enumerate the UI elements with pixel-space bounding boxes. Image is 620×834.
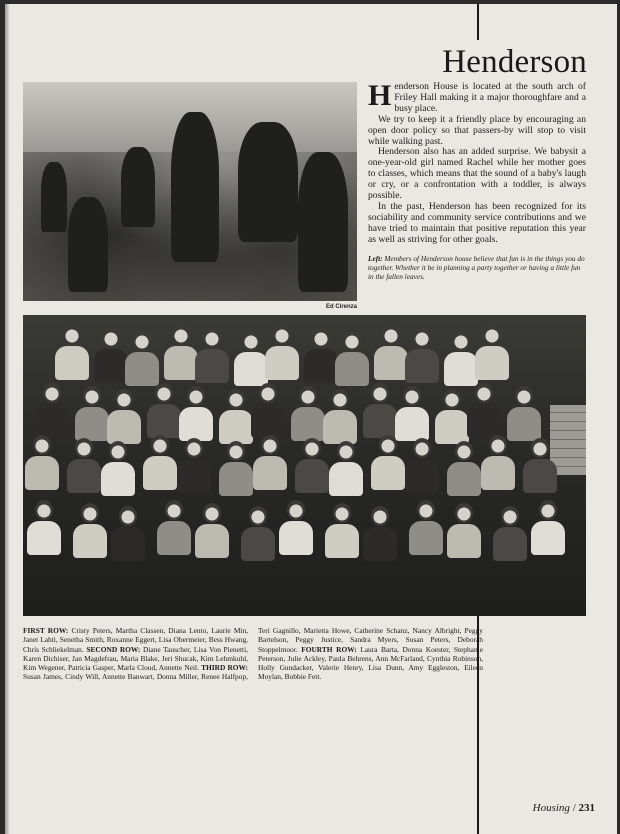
leaves-photo: [23, 82, 357, 301]
group-member-figure: [249, 383, 287, 438]
group-member-figure: [175, 438, 213, 493]
group-member-figure: [33, 383, 71, 438]
caption-text: Members of Henderson house believe that fun is in the things you do together. Whether it be in planning a party together or having a little fun in the fallen leaves.: [368, 254, 585, 281]
group-member-figure: [445, 503, 483, 558]
group-member-figure: [465, 383, 503, 438]
group-member-figure: [479, 435, 517, 490]
paragraph-4: In the past, Henderson has been recognized for its sociability and community service contributions and we have tried to maintain that positive reputation this year as well as striving for other goals.: [368, 200, 586, 245]
drop-cap: H: [368, 79, 392, 112]
yearbook-page: [5, 4, 617, 834]
group-member-figure: [251, 435, 289, 490]
paragraph-2: We try to keep it a friendly place by encouraging an open door policy so that passers-by will stop to visit while walking past.: [368, 113, 586, 147]
group-member-figure: [277, 500, 315, 555]
group-member-figure: [177, 386, 215, 441]
photo-credit: Ed Cirenza: [325, 304, 357, 310]
group-member-figure: [393, 386, 431, 441]
group-member-figure: [529, 500, 567, 555]
credits-row-3: THIRD ROW: Susan James, Cindy Will, Annette Banwart, Donna Miller, Renee Halfpop, Teri Gagnillo, Marietta Howe, Catherine Schanz, Nancy Albright, Peggy Bartelson, Peggy Justice, Sandra Myers, Susan Peters, Deborah Stoppelmoor.: [23, 626, 483, 682]
credits-row-1: FIRST ROW: Cristy Peters, Martha Classen, Diana Lento, Laurie Min, Janet Lahti, Senetha Smith, Roxanne Eggert, Lisa Obermeier, Bess Hwang, Chris Schliekelman.: [23, 626, 248, 654]
group-member-figure: [403, 328, 441, 383]
group-member-figure: [407, 500, 445, 555]
page-footer: Housing / 231: [532, 802, 595, 814]
group-member-figure: [193, 328, 231, 383]
group-member-figure: [25, 500, 63, 555]
paragraph-1: Henderson House is located at the south arch of Friley Hall making it a major thoroughfare and a busy place.: [368, 79, 586, 114]
group-member-figure: [369, 435, 407, 490]
group-member-figure: [263, 325, 301, 380]
group-member-figure: [239, 506, 277, 561]
member-credits: [23, 626, 483, 682]
group-member-figure: [505, 386, 543, 441]
group-member-figure: [293, 438, 331, 493]
article-body: [368, 79, 586, 246]
group-member-figure: [123, 331, 161, 386]
group-member-figure: [403, 438, 441, 493]
group-member-figure: [445, 441, 483, 496]
group-member-figure: [71, 503, 109, 558]
group-member-figure: [473, 325, 511, 380]
group-member-figure: [323, 503, 361, 558]
page-title: Henderson: [442, 44, 587, 80]
group-member-figure: [99, 441, 137, 496]
group-member-figure: [23, 435, 61, 490]
group-member-figure: [65, 438, 103, 493]
divider-line-top: [477, 4, 479, 40]
paragraph-3: Henderson also has an added surprise. We babysit a one-year-old girl named Rachel while her mother goes to classes, which means that the sound of a baby's laugh or cry, or a confrontation with a toddler, is always possible.: [368, 146, 586, 202]
group-member-figure: [327, 441, 365, 496]
group-member-figure: [109, 506, 147, 561]
caption-lead: Left:: [368, 254, 383, 263]
group-member-figure: [53, 325, 91, 380]
group-member-figure: [491, 506, 529, 561]
credits-row-4: FOURTH ROW: Laura Barta, Donna Koester, Stephanie Peterson, Julie Ackley, Paula Behrens, Ann McFarland, Cynthia Robinson, Holly Gundacker, Valerie Henry, Lisa Dunn, Amy Eggleston, Eileen Moylan, Bobbie Fett.: [258, 644, 483, 682]
page-number: 231: [578, 802, 595, 814]
group-member-figure: [193, 503, 231, 558]
group-member-figure: [217, 441, 255, 496]
group-member-figure: [333, 331, 371, 386]
group-member-figure: [141, 435, 179, 490]
group-member-figure: [155, 500, 193, 555]
credits-row-2: SECOND ROW: Diane Tauscher, Lisa Von Pienetti, Karen Dichiser, Jan Magdefrau, Maria Blake, Jeri Shucak, Kim Lehmkuhl, Kim Wegener, Patricia Gasper, Marla Cloud, Annette Neil.: [23, 644, 248, 673]
group-member-figure: [361, 506, 399, 561]
group-photo: [23, 315, 586, 616]
page-spine: [5, 4, 9, 834]
photo-caption: [368, 254, 586, 281]
section-name: Housing: [532, 802, 570, 814]
group-member-figure: [521, 438, 559, 493]
group-member-figure: [105, 389, 143, 444]
group-member-figure: [321, 389, 359, 444]
